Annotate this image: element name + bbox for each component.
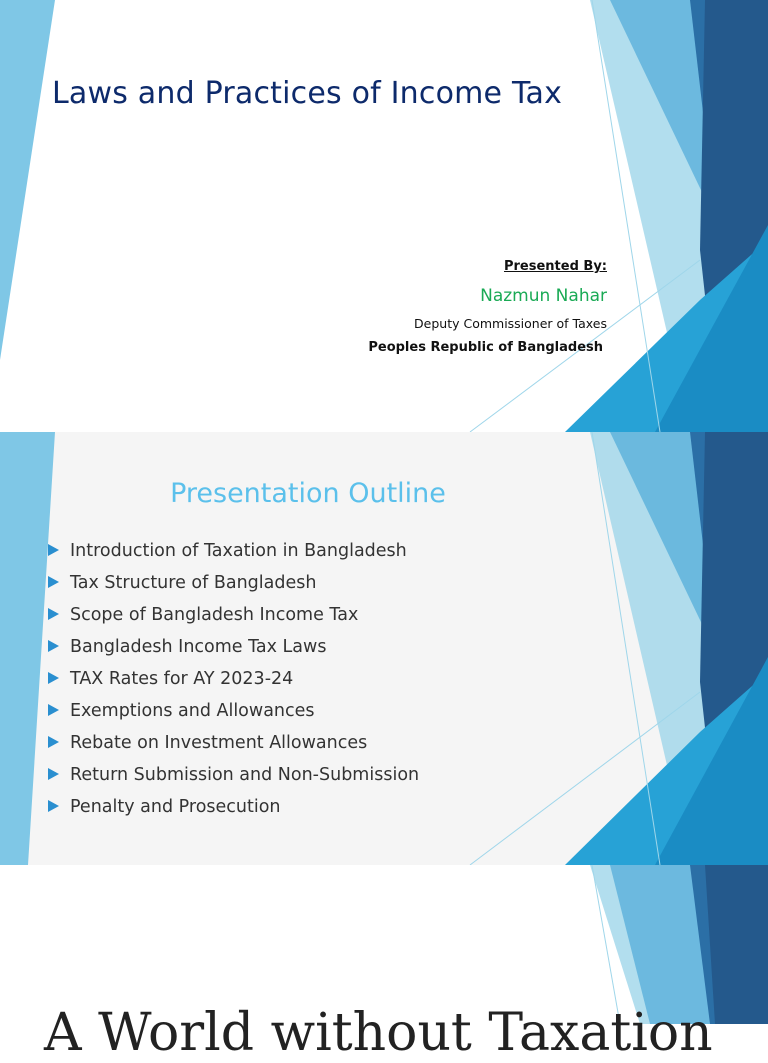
- outline-item: [48, 730, 419, 762]
- outline-item: [48, 666, 419, 698]
- outline-item: [48, 794, 419, 826]
- next-slide: [0, 865, 768, 1063]
- outline-item: [48, 570, 419, 602]
- outline-item: [48, 698, 419, 730]
- outline-item: [48, 538, 419, 570]
- right-triangle-bullet-icon: [48, 672, 59, 684]
- right-triangle-bullet-icon: [48, 800, 59, 812]
- right-triangle-bullet-icon: [48, 576, 59, 588]
- title-slide: [0, 0, 768, 432]
- outline-list: [48, 538, 419, 826]
- outline-slide: [0, 432, 768, 865]
- outline-item-label: Introduction of Taxation in Bangladesh: [70, 541, 407, 561]
- title-slide-decoration: [0, 0, 768, 432]
- world-without-taxation-title: A World without Taxation: [44, 1003, 713, 1063]
- outline-item-label: Return Submission and Non-Submission: [70, 765, 420, 785]
- outline-item-label: Bangladesh Income Tax Laws: [70, 637, 327, 657]
- outline-title: Presentation Outline: [170, 478, 446, 509]
- outline-item-label: Scope of Bangladesh Income Tax: [70, 605, 359, 625]
- outline-item-label: Penalty and Prosecution: [70, 797, 281, 817]
- outline-item: [48, 602, 419, 634]
- presenter-name: Nazmun Nahar: [480, 286, 607, 306]
- outline-item: [48, 762, 419, 794]
- right-triangle-bullet-icon: [48, 704, 59, 716]
- presentation-title: Laws and Practices of Income Tax: [52, 76, 563, 111]
- right-triangle-bullet-icon: [48, 768, 59, 780]
- outline-item: [48, 634, 419, 666]
- right-triangle-bullet-icon: [48, 736, 59, 748]
- outline-item-label: Exemptions and Allowances: [70, 701, 315, 721]
- presenter-country: Peoples Republic of Bangladesh: [368, 340, 603, 355]
- next-slide-decoration: [0, 865, 768, 1024]
- outline-item-label: Tax Structure of Bangladesh: [70, 573, 317, 593]
- presented-by-label: Presented By:: [503, 259, 607, 274]
- presenter-role: Deputy Commissioner of Taxes: [414, 316, 607, 331]
- outline-item-label: Rebate on Investment Allowances: [70, 733, 368, 753]
- right-triangle-bullet-icon: [48, 640, 59, 652]
- right-triangle-bullet-icon: [48, 608, 59, 620]
- right-triangle-bullet-icon: [48, 544, 59, 556]
- outline-item-label: TAX Rates for AY 2023-24: [70, 669, 294, 689]
